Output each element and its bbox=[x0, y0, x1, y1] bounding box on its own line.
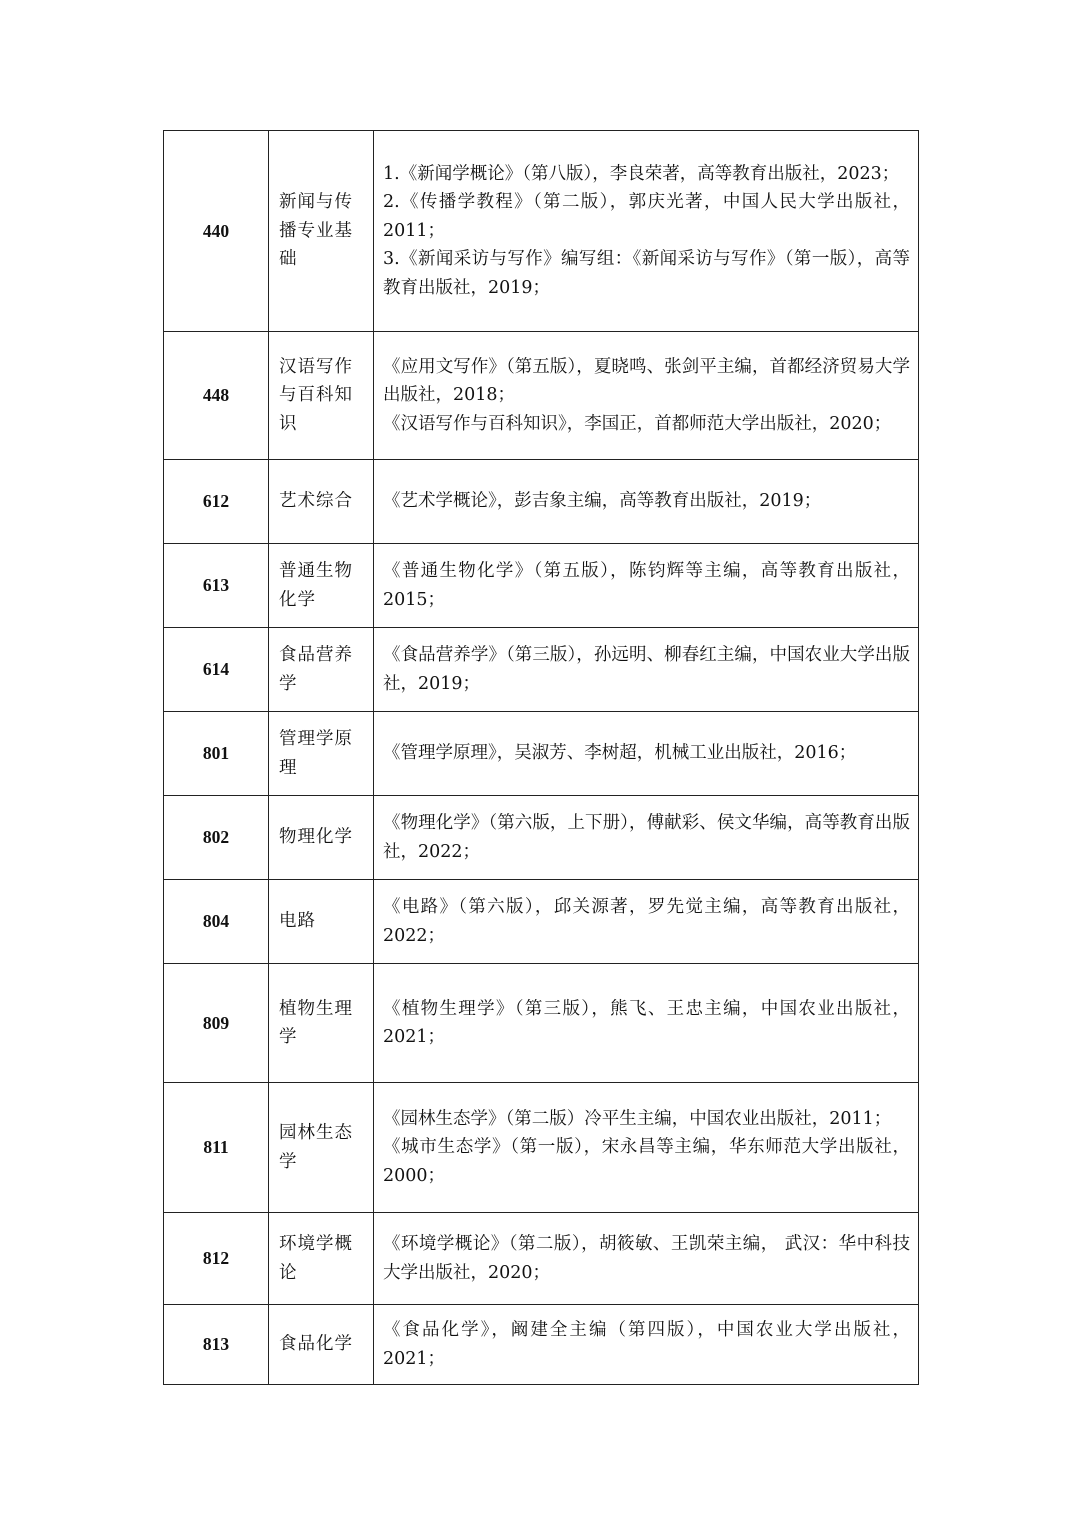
reference-item: 《汉语写作与百科知识》，李国正，首都师范大学出版社，2020； bbox=[383, 413, 892, 434]
reference-item: 《园林生态学》（第二版）冷平生主编，中国农业出版社，2011； bbox=[383, 1108, 892, 1129]
subject-code: 809 bbox=[164, 964, 269, 1083]
subject-code: 614 bbox=[164, 628, 269, 712]
table-row bbox=[164, 332, 919, 460]
reference-list bbox=[374, 460, 919, 544]
subject-name: 新闻与传播专业基础 bbox=[269, 131, 374, 332]
reference-list bbox=[374, 131, 919, 332]
subject-code: 813 bbox=[164, 1305, 269, 1385]
reference-list bbox=[374, 332, 919, 460]
subject-code: 612 bbox=[164, 460, 269, 544]
subject-name: 植物生理学 bbox=[269, 964, 374, 1083]
reference-list bbox=[374, 712, 919, 796]
subject-name: 环境学概论 bbox=[269, 1213, 374, 1305]
subject-name: 电路 bbox=[269, 880, 374, 964]
table-row bbox=[164, 964, 919, 1083]
subject-code: 613 bbox=[164, 544, 269, 628]
subject-name: 艺术综合 bbox=[269, 460, 374, 544]
reference-item: 《环境学概论》（第二版），胡筱敏、王凯荣主编， 武汉：华中科技大学出版社，2020； bbox=[383, 1234, 910, 1283]
table-row bbox=[164, 880, 919, 964]
reference-item: 《城市生态学》（第一版），宋永昌等主编，华东师范大学出版社，2000； bbox=[383, 1137, 910, 1186]
subject-name: 园林生态学 bbox=[269, 1083, 374, 1213]
reference-item: 《管理学原理》，吴淑芳、李树超，机械工业出版社，2016； bbox=[383, 743, 857, 764]
reference-list bbox=[374, 796, 919, 880]
table-row bbox=[164, 131, 919, 332]
table-row bbox=[164, 1083, 919, 1213]
reference-item: 《艺术学概论》，彭吉象主编，高等教育出版社，2019； bbox=[383, 491, 822, 512]
reference-item: 《植物生理学》（第三版），熊飞、王忠主编，中国农业出版社，2021； bbox=[383, 998, 910, 1047]
subject-code: 801 bbox=[164, 712, 269, 796]
table-row bbox=[164, 544, 919, 628]
reference-list bbox=[374, 964, 919, 1083]
reference-item: 《应用文写作》（第五版），夏晓鸣、张剑平主编，首都经济贸易大学出版社，2018； bbox=[383, 356, 910, 406]
subject-code: 811 bbox=[164, 1083, 269, 1213]
table-row bbox=[164, 1305, 919, 1385]
subject-code: 802 bbox=[164, 796, 269, 880]
subject-name: 汉语写作与百科知识 bbox=[269, 332, 374, 460]
reference-item: 《食品化学》，阚建全主编（第四版），中国农业大学出版社，2021； bbox=[383, 1320, 910, 1369]
reference-item: 《普通生物化学》（第五版），陈钧辉等主编，高等教育出版社，2015； bbox=[383, 561, 910, 610]
reference-list bbox=[374, 880, 919, 964]
reference-item: 《电路》（第六版），邱关源著，罗先觉主编，高等教育出版社，2022； bbox=[383, 897, 910, 946]
subject-code: 440 bbox=[164, 131, 269, 332]
subject-code: 448 bbox=[164, 332, 269, 460]
subject-code: 804 bbox=[164, 880, 269, 964]
subject-name: 物理化学 bbox=[269, 796, 374, 880]
table-row bbox=[164, 628, 919, 712]
reference-list bbox=[374, 1083, 919, 1213]
table-row bbox=[164, 796, 919, 880]
table-row bbox=[164, 460, 919, 544]
subject-name: 食品营养学 bbox=[269, 628, 374, 712]
table-row bbox=[164, 712, 919, 796]
subject-name: 食品化学 bbox=[269, 1305, 374, 1385]
reference-item: 3.《新闻采访与写作》编写组：《新闻采访与写作》（第一版），高等教育出版社，2019； bbox=[383, 249, 910, 298]
subject-code: 812 bbox=[164, 1213, 269, 1305]
reference-list bbox=[374, 628, 919, 712]
reference-item: 《物理化学》（第六版，上下册），傅献彩、侯文华编，高等教育出版社，2022； bbox=[383, 813, 910, 862]
reference-item: 《食品营养学》（第三版），孙远明、柳春红主编，中国农业大学出版社，2019； bbox=[383, 645, 910, 694]
reference-list bbox=[374, 1305, 919, 1385]
subject-name: 普通生物化学 bbox=[269, 544, 374, 628]
reference-list bbox=[374, 1213, 919, 1305]
reference-list bbox=[374, 544, 919, 628]
reference-books-table bbox=[163, 130, 919, 1385]
reference-item: 1.《新闻学概论》（第八版），李良荣著，高等教育出版社，2023； bbox=[383, 163, 900, 184]
reference-item: 2.《传播学教程》（第二版），郭庆光著，中国人民大学出版社，2011； bbox=[383, 192, 910, 241]
subject-name: 管理学原理 bbox=[269, 712, 374, 796]
table-row bbox=[164, 1213, 919, 1305]
